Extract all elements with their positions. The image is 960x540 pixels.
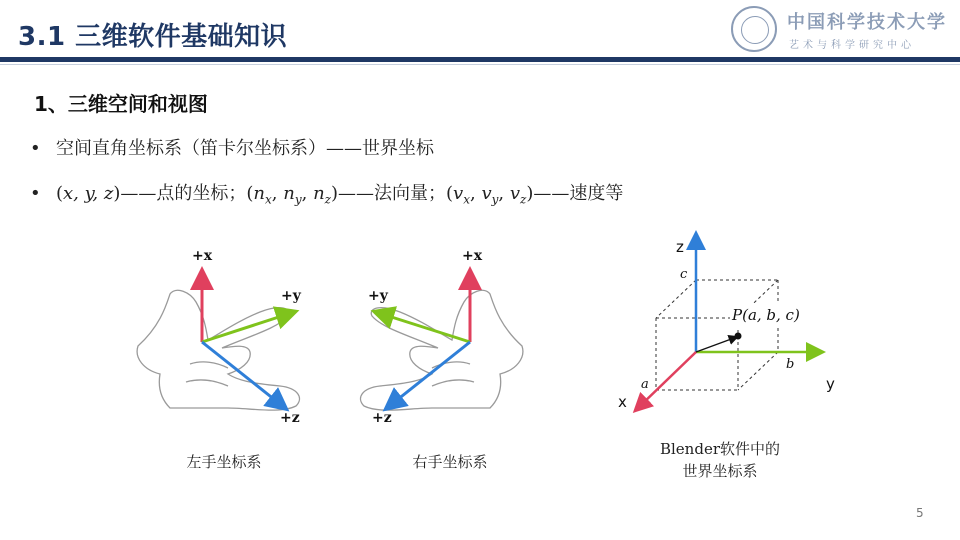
normal-vector: ($n_x$, $n_y$, $n_z$) [246,183,339,207]
slide-header [0,0,960,64]
right-hand-figure [358,236,558,436]
university-seal-icon [731,6,777,52]
blender-caption-line1: Blender软件中的 [659,440,780,458]
blender-caption [640,438,800,482]
left-hand-icon [137,290,299,410]
logo-name: 中国科学技术大学 [787,12,947,33]
point-label: P(a, b, c) [732,306,800,324]
z-axis-label: +z [280,410,300,426]
header-rule-thin [0,64,960,65]
x-axis-label: x [618,393,627,411]
bullet-coordinate-examples [30,179,623,207]
blender-axes-figure [610,230,850,420]
label-b: b [786,357,795,372]
y-axis-label: +y [368,288,388,304]
point-coordinate: (x, y, z) [56,183,121,204]
normal-label: ——法向量； [338,183,447,204]
label-c: c [680,267,688,282]
x-axis-label: +x [192,248,213,264]
left-hand-figure [130,236,350,436]
y-axis-label: y [826,375,835,393]
velocity-vector: ($v_x$, $v_y$, $v_z$) [446,183,534,207]
right-hand-icon [361,290,523,410]
header-rule [0,57,960,62]
left-hand-caption: 左手坐标系 [186,453,262,471]
position-vector-arrow [696,338,734,352]
velocity-label: ——速度等 [533,183,624,204]
right-hand-caption: 右手坐标系 [412,453,488,471]
z-axis-label: z [676,238,684,256]
bullet-dot: • [30,183,41,204]
point-p [735,333,742,340]
university-logo [731,6,953,54]
point-label: ——点的坐标； [120,183,247,204]
blender-caption-line2: 世界坐标系 [682,462,758,480]
z-axis-label: +z [372,410,392,426]
logo-subtitle: 艺术与科学研究中心 [789,40,915,51]
y-axis-label: +y [281,288,301,304]
page-number: 5 [916,506,924,520]
label-a: a [641,377,649,392]
bullet-world-coordinates [30,134,434,160]
bullet-dot: • [30,138,41,159]
slide-title: 3.1 三维软件基础知识 [18,22,288,52]
x-axis-label: +x [462,248,483,264]
section-heading: 1、三维空间和视图 [34,92,208,116]
bullet-text: 空间直角坐标系（笛卡尔坐标系）——世界坐标 [56,138,434,159]
